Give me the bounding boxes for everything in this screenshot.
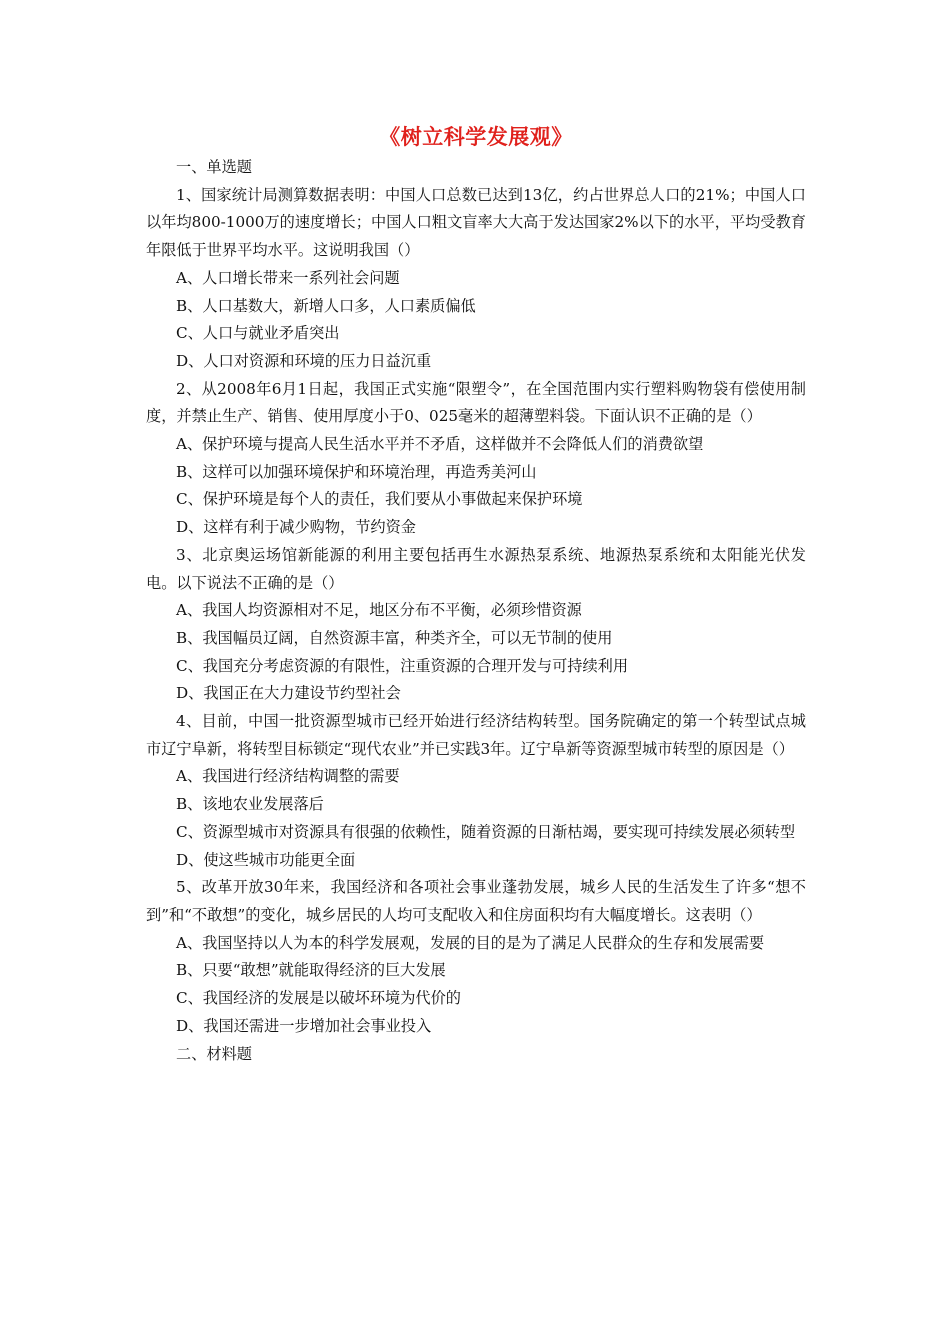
option-c: C、人口与就业矛盾突出 xyxy=(176,324,340,343)
option-a: A、我国人均资源相对不足，地区分布不平衡，必须珍惜资源 xyxy=(176,601,582,620)
option-b: B、这样可以加强环境保护和环境治理，再造秀美河山 xyxy=(176,462,537,481)
option-b: B、人口基数大，新增人口多，人口素质偏低 xyxy=(176,296,476,315)
question-stem: 2、从2008年6月1日起，我国正式实施“限塑令”，在全国范围内实行塑料购物袋有偿使用制度，并禁止生产、销售、使用厚度小于0、025毫米的超薄塑料袋。下面认识不正确的是（） xyxy=(146,379,806,426)
option-a: A、人口增长带来一系列社会问题 xyxy=(176,268,400,287)
option-b: B、该地农业发展落后 xyxy=(176,795,324,814)
option-a: A、我国进行经济结构调整的需要 xyxy=(176,767,400,786)
document-page xyxy=(146,122,806,1068)
section-heading-single-choice: 一、单选题 xyxy=(176,158,252,176)
question-stem: 5、改革开放30年来，我国经济和各项社会事业蓬勃发展，城乡人民的生活发生了许多“想不到”和“不敢想”的变化，城乡居民的人均可支配收入和住房面积均有大幅度增长。这表明（） xyxy=(146,878,806,924)
option-a: A、我国坚持以人为本的科学发展观，发展的目的是为了满足人民群众的生存和发展需要 xyxy=(176,933,765,952)
question-5 xyxy=(146,874,806,1040)
option-d: D、使这些城市功能更全面 xyxy=(176,850,356,869)
question-stem: 4、目前，中国一批资源型城市已经开始进行经济结构转型。国务院确定的第一个转型试点城市辽宁阜新，将转型目标锁定“现代农业”并已实践3年。辽宁阜新等资源型城市转型的原因是（） xyxy=(146,712,806,758)
question-4 xyxy=(146,708,806,874)
option-c: C、资源型城市对资源具有很强的依赖性，随着资源的日渐枯竭，要实现可持续发展必须转型 xyxy=(176,822,796,841)
option-c: C、我国经济的发展是以破坏环境为代价的 xyxy=(176,989,461,1008)
option-c: C、保护环境是每个人的责任，我们要从小事做起来保护环境 xyxy=(176,490,583,509)
question-2 xyxy=(146,376,806,542)
document-title: 《树立科学发展观》 xyxy=(379,124,573,149)
question-1 xyxy=(146,182,806,376)
option-d: D、我国正在大力建设节约型社会 xyxy=(176,684,401,703)
question-stem: 1、国家统计局测算数据表明：中国人口总数已达到13亿，约占世界总人口的21%；中国人口以年均800-1000万的速度增长；中国人口粗文盲率大大高于发达国家2%以下的水平，平均受教育年限低于世界平均水平。这说明我国（） xyxy=(146,185,806,260)
question-3 xyxy=(146,542,806,708)
option-b: B、我国幅员辽阔，自然资源丰富，种类齐全，可以无节制的使用 xyxy=(176,628,613,647)
option-c: C、我国充分考虑资源的有限性，注重资源的合理开发与可持续利用 xyxy=(176,656,629,675)
option-b: B、只要“敢想”就能取得经济的巨大发展 xyxy=(176,961,446,980)
option-d: D、这样有利于减少购物，节约资金 xyxy=(176,518,416,537)
section-heading-material: 二、材料题 xyxy=(176,1044,252,1063)
option-a: A、保护环境与提高人民生活水平并不矛盾，这样做并不会降低人们的消费欲望 xyxy=(176,435,704,454)
option-d: D、人口对资源和环境的压力日益沉重 xyxy=(176,351,432,370)
option-d: D、我国还需进一步增加社会事业投入 xyxy=(176,1016,432,1035)
question-stem: 3、北京奥运场馆新能源的利用主要包括再生水源热泵系统、地源热泵系统和太阳能光伏发电。以下说法不正确的是（） xyxy=(146,545,806,592)
